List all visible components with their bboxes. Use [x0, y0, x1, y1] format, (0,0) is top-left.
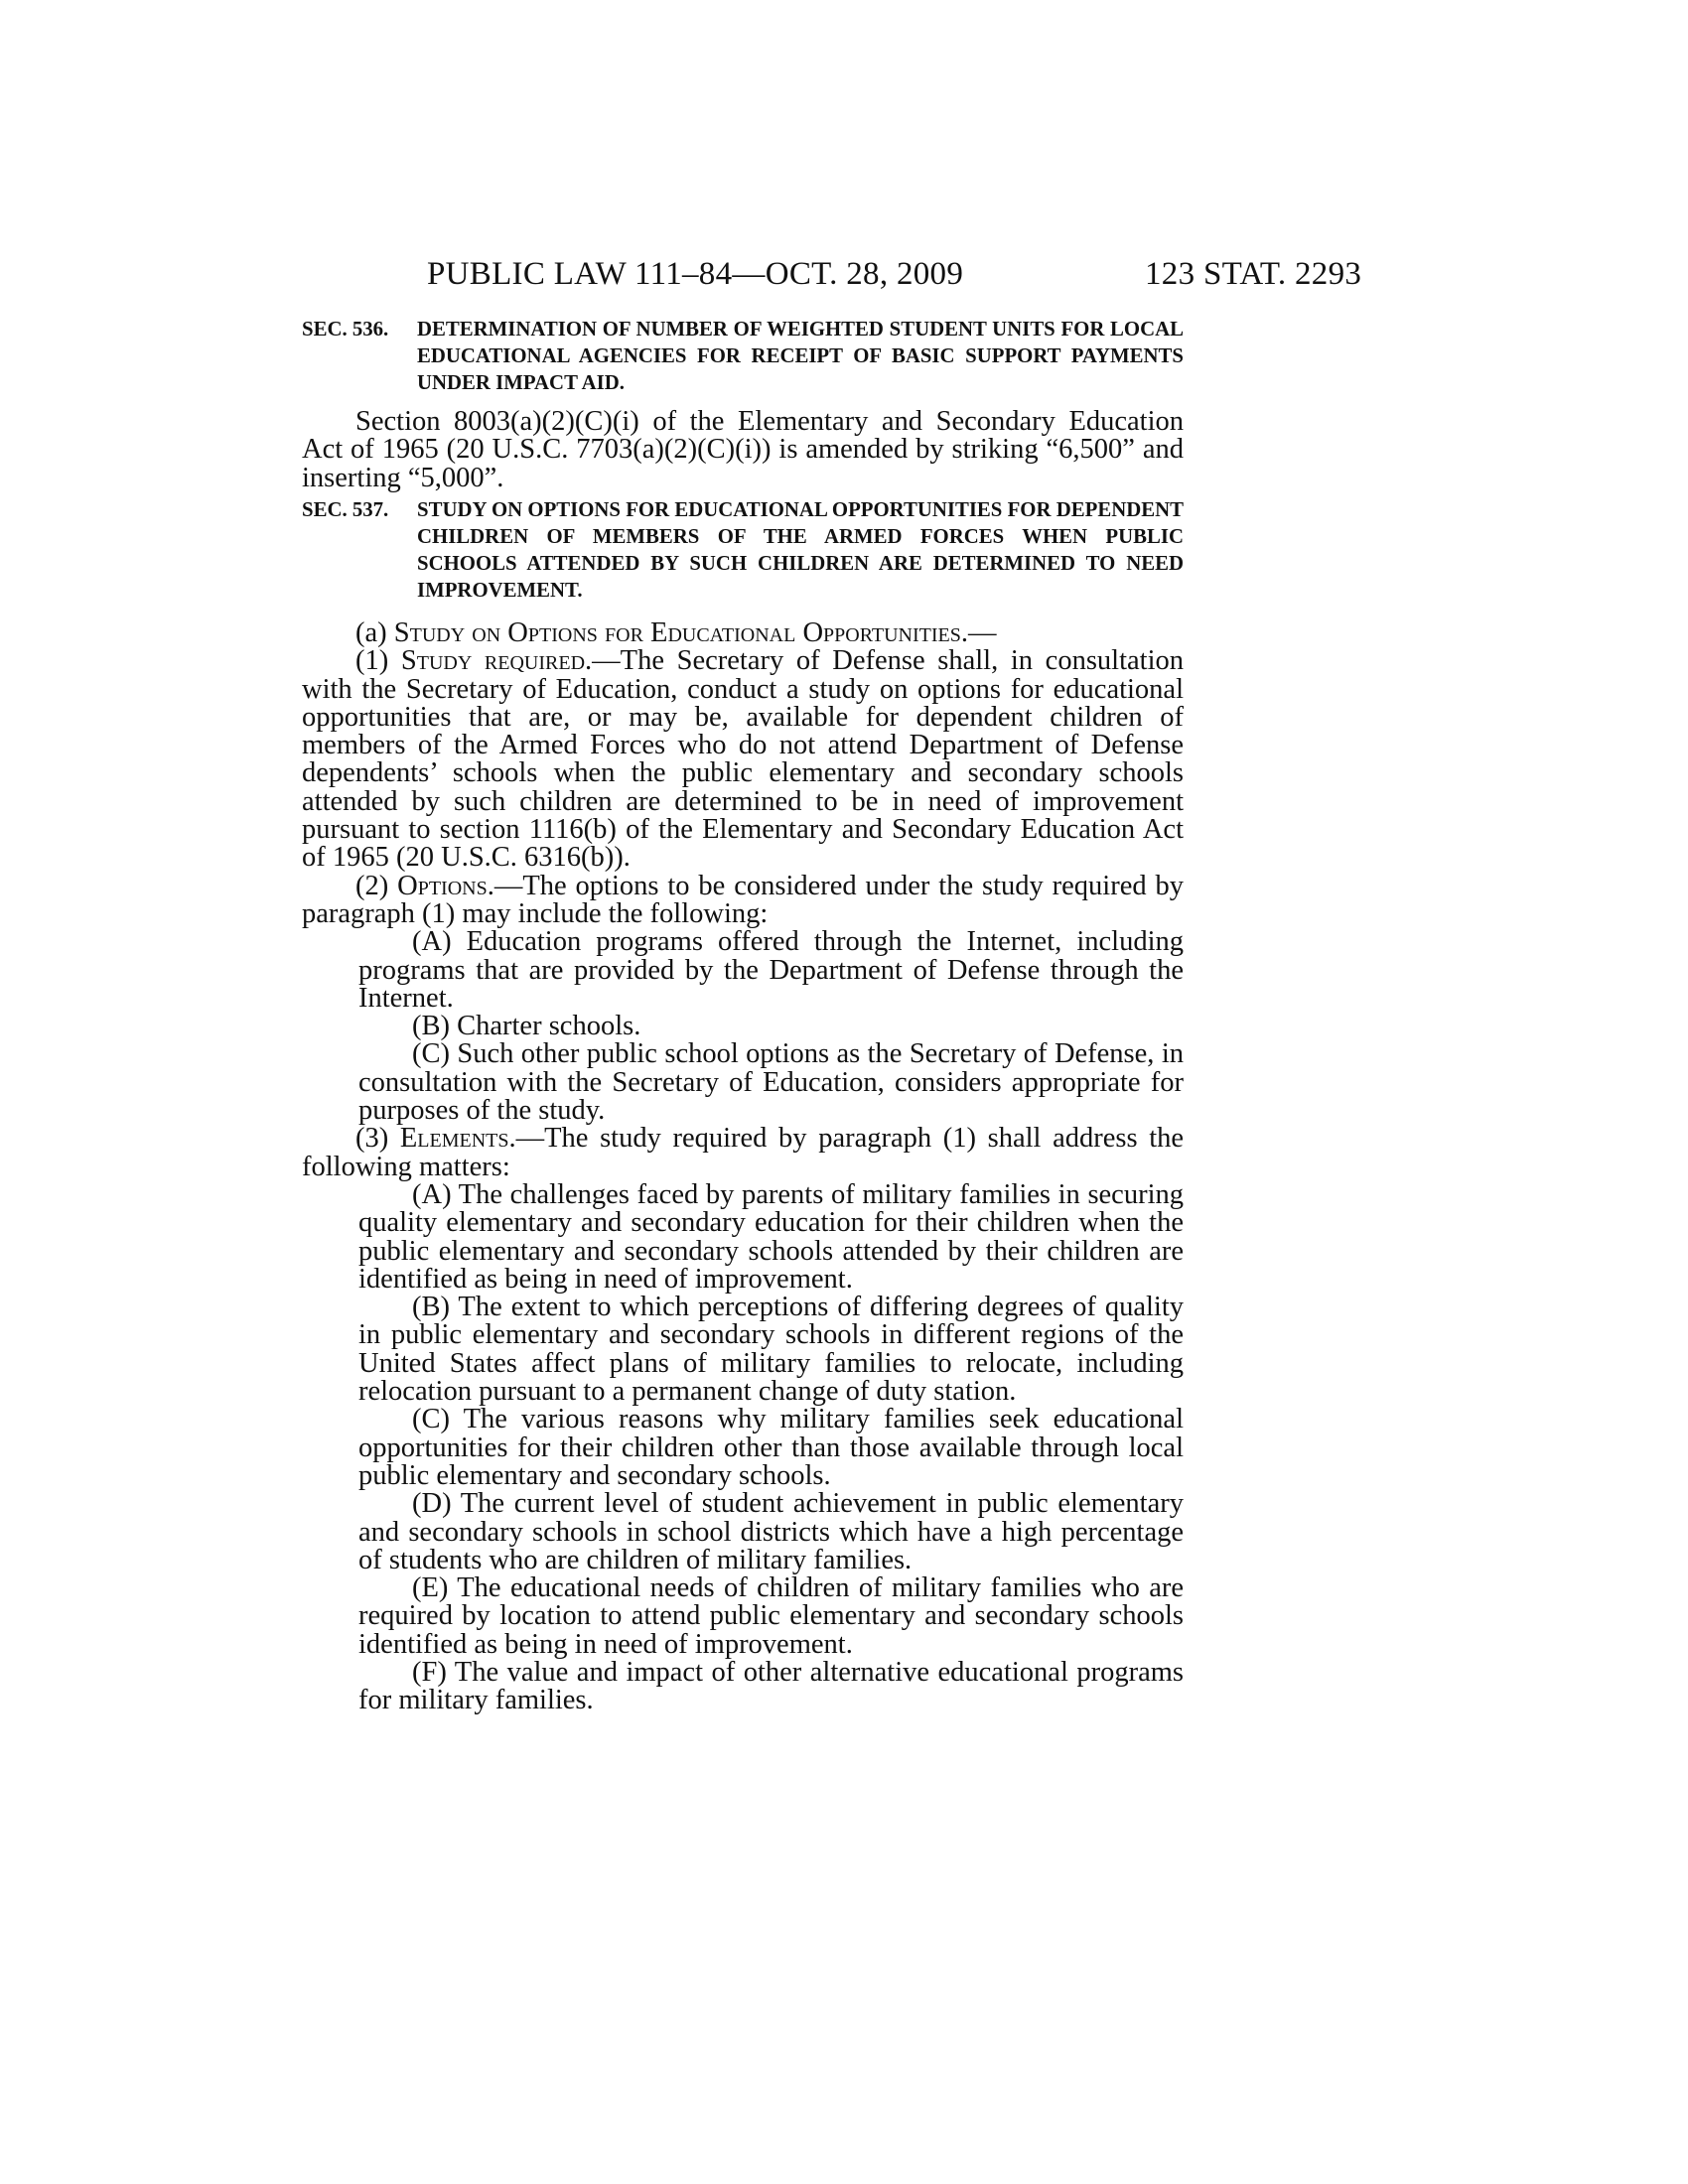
paragraph-3-text: —The study required by paragraph (1) shall address the following matters: [302, 1123, 1185, 1182]
section-536-title: DETERMINATION OF NUMBER OF WEIGHTED STUDENT UNITS FOR LOCAL EDUCATIONAL AGENCIES FOR RECEIPT OF BASIC SUPPORT PAYMENTS UNDER IMPACT AID. [417, 318, 1184, 394]
list-item: (C) The various reasons why military families seek educational opportunities for their children other than those available through local public elementary and secondary schools. [358, 1404, 1184, 1491]
section-537-title: STUDY ON OPTIONS FOR EDUCATIONAL OPPORTUNITIES FOR DEPENDENT CHILDREN OF MEMBERS OF THE ARMED FORCES WHEN PUBLIC SCHOOLS ATTENDED BY SUCH CHILDREN ARE DETERMINED TO NEED IMPROVEMENT. [417, 498, 1184, 602]
list-item: (B) The extent to which perceptions of differing degrees of quality in public elementary and secondary schools in different regions of the United States affect plans of military families to relocate, including relocation pursuant to a permanent change of duty station. [358, 1292, 1184, 1408]
list-item: (F) The value and impact of other alternative educational programs for military families. [358, 1656, 1184, 1716]
subsection-a-label: (a) [355, 617, 387, 648]
section-537-number: SEC. 537. [302, 498, 389, 521]
paragraph-3-title: Elements. [399, 1123, 516, 1155]
list-item: (C) Such other public school options as the Secretary of Defense, in consultation with the Secretary of Education, considers appropriate for purposes of the study. [358, 1038, 1184, 1127]
paragraph-1-title: Study required. [400, 645, 593, 677]
list-item: (A) Education programs offered through the Internet, including programs that are provided by the Department of Defense through the Internet. [358, 926, 1184, 1014]
page-header [0, 256, 1688, 296]
list-item: (B) Charter schools. [412, 1011, 641, 1042]
section-536-number: SEC. 536. [302, 318, 389, 341]
subsection-a-heading [302, 619, 1184, 647]
paragraph-3-label: (3) [355, 1123, 389, 1155]
paragraph-3-list [302, 1178, 1184, 1716]
section-536-heading [302, 316, 1184, 396]
paragraph-2-list [302, 928, 1184, 1125]
header-stat-page: 123 STAT. 2293 [1145, 256, 1362, 292]
paragraph-2-text: —The options to be considered under the study required by paragraph (1) may include the following: [302, 870, 1185, 929]
list-item: (D) The current level of student achievement in public elementary and secondary schools in school districts which have a high percentage of students who are children of military families. [358, 1488, 1184, 1575]
paragraph-1 [302, 647, 1184, 872]
paragraph-2-title: Options. [397, 870, 494, 901]
section-536 [302, 316, 1184, 492]
paragraph-1-label: (1) [355, 645, 389, 677]
header-title: PUBLIC LAW 111–84—OCT. 28, 2009 [427, 256, 964, 292]
paragraph-1-text: —The Secretary of Defense shall, in consultation with the Secretary of Education, conduct a study on options for educational opportunities that are, or may be, available for dependent children of members of the Armed Forces who do not attend Department of Defense dependents’ schools when the public elementary and secondary schools attended by such children are determined to be in need of improvement pursuant to section 1116(b) of the Elementary and Secondary Education Act of 1965 (20 U.S.C. 6316(b)). [302, 645, 1184, 874]
paragraph-2-label: (2) [355, 870, 389, 901]
section-537-heading [302, 496, 1184, 604]
paragraph-2 [302, 870, 1185, 929]
section-537 [302, 496, 1184, 1715]
paragraph-3 [302, 1125, 1184, 1181]
list-item: (E) The educational needs of children of military families who are required by location to attend public elementary and secondary schools identified as being in need of improvement. [358, 1572, 1184, 1660]
section-536-body: Section 8003(a)(2)(C)(i) of the Elementary and Secondary Education Act of 1965 (20 U.S.C. 7703(a)(2)(C)(i)) is amended by striking “6,500” and inserting “5,000”. [302, 406, 1184, 493]
list-item: (A) The challenges faced by parents of military families in securing quality elementary and secondary education for their children when the public elementary and secondary schools attended by their children are identified as being in need of improvement. [358, 1178, 1184, 1295]
subsection-a-title: Study on Options for Educational Opportunities.— [393, 617, 997, 648]
